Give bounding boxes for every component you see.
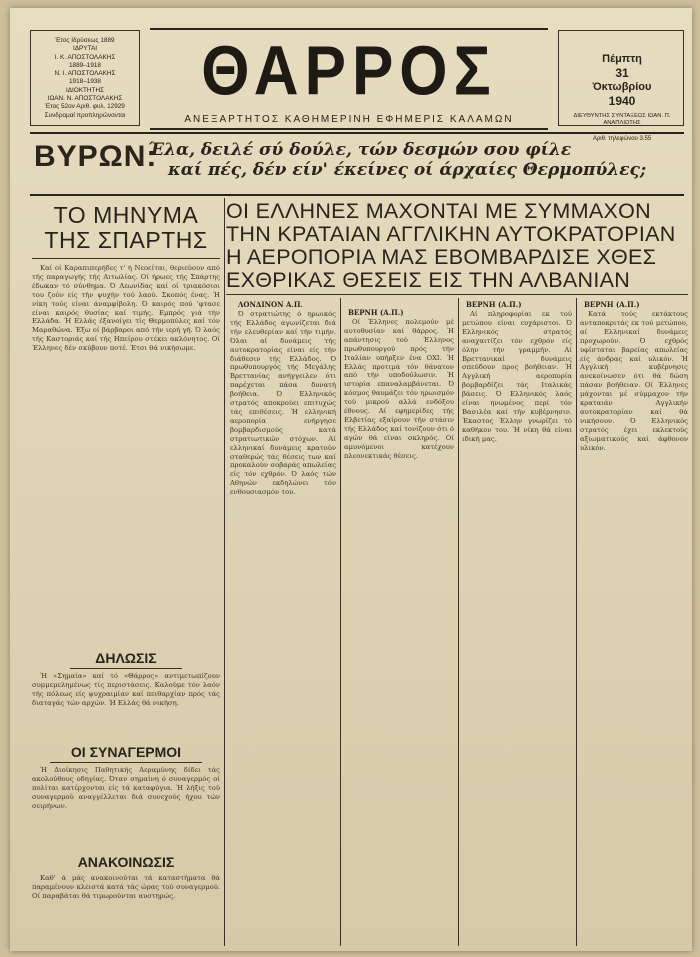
- meetings-title: ΟΙ ΣΥΝΑΓΕΡΜΟΙ: [70, 744, 182, 760]
- sparta-headline: [32, 203, 220, 253]
- founders-line: Έτος 52ον Αριθ. φυλ. 12929: [45, 103, 125, 111]
- newspaper-title: ΘΑΡΡΟΣ: [201, 32, 497, 111]
- date-box: [558, 30, 684, 142]
- column-text: Κατά τούς εκτάκτους ανταποκριτάς εκ τού μετώπου, αί Ελληνικαί δυνάμεις προχωρούν. Ό εχθρός υφίσταται βαρείας απωλείας είς άνδρας καί υλικόν. Ή Αγγλική κυβέρνησις ανεκοίνωσεν ότι θά δώση πάσαν βοήθειαν. Οί Έλληνες μάχονται μέ σύμμαχον τήν κραταιάν Αγγλικήν αυτοκρατορίαν καί θά νικήσουν. Ό Ελληνικός στρατός έχει εκλεκτούς αξιωματικούς καί άφθονον υλικόν.: [580, 310, 688, 452]
- meetings-text: [32, 766, 220, 852]
- column-divider: [224, 198, 225, 946]
- main-column-4: [580, 310, 688, 944]
- headline-line: ΕΧΘΡΙΚΑΣ ΘΕΣΕΙΣ ΕΙΣ ΤΗΝ ΑΛΒΑΝΙΑΝ: [226, 268, 631, 292]
- newspaper-page: [10, 8, 692, 951]
- sparta-article: [32, 264, 220, 648]
- headline-line: ΤΗΣ ΣΠΑΡΤΗΣ: [44, 227, 208, 253]
- date-day: Πέμπτη: [602, 53, 642, 65]
- founders-line: ΙΩΑΝ. Ν. ΑΠΟΣΤΟΛΑΚΗΣ: [47, 95, 123, 103]
- founders-line: ΙΔΙΟΚΤΗΤΗΣ: [65, 86, 105, 94]
- column-text: Αί πληροφορίαι εκ τού μετώπου είναι ευχάριστοι. Ό Ελληνικός στρατός αναχαιτίζει τόν εχθρόν είς όλην τήν γραμμήν. Αί Βρεττανικαί δυνάμεις σπεύδουν προς βοήθειαν. Ή Αγγλική αεροπορία βομβαρδίζει τάς Ιταλικάς βάσεις. Ό Ελληνικός λαός είναι ηνωμένος περί τόν Βασιλέα καί τήν κυβέρνησιν. Έκαστος Έλλην γνωρίζει τό καθήκον του. Ή νίκη θά είναι ιδική μας.: [462, 310, 572, 443]
- column-text: Ό στρατιώτης ό ηρωικός τής Ελλάδος αγωνίζεται διά τήν ελευθερίαν καί τήν τιμήν. Όλαι αί δυνάμεις τής αυτοκρατορίας είναι είς τήν διάθεσιν τής Ελλάδος. Ό πρωθυπουργός τής Μεγάλης Βρεττανίας ανήγγειλεν ότι παρέχεται πάσα δυνατή βοήθεια. Ό Ελληνικός στρατός αποκρούει επιτυχώς τάς επιθέσεις. Ή ελληνική αεροπορία ενήργησε βομβαρδισμούς κατά στρατιωτικών στόχων. Αί ελληνικαί δυνάμεις κρατούν σταθερώς τάς θέσεις των καί προκαλούν σοβαράς απωλείας είς τόν εχθρόν. Ό λαός τών Αθηνών εκδηλώνει τόν ενθουσιασμόν του.: [230, 310, 336, 497]
- date-month: Όκτωβρίου: [592, 81, 652, 93]
- dateline: ΒΕΡΝΗ (Α.Π.): [584, 300, 640, 309]
- article-text: Καί οί Καραπιπερήδες τ' ή Νεοείται, θεριεύουν από τής παραγωγής τής Αιτωλίας. Οί ήρωες τής Σπάρτης έδωκαν τό σύνθημα. Ό Λεωνίδας καί οί τριακόσιοι του ζούν είς τήν ψυχήν τού λαού. Σκοπός ένας. Ή νίκη τούς είναι άναμφίβολη. Ό καιρός πού 'φτασε είναι καιρός θυσίας καί τιμής. Εμπρός γιά τήν Ελλάδα. Ή Ελλάς έξανοίγει τίς Θερμοπύλες καί τόν Μαραθώνα. Έξω οί βάρβαροι από τήν ιερή γή. Ό λαός τής Καστοριάς καί τής Ηπείρου στέκει ακλόνητος. Οί Έλληνες δέν σκύβουν ποτέ. Έτσι θά νικήσωμε.: [32, 264, 220, 353]
- column-divider: [340, 298, 341, 946]
- divider: [226, 294, 688, 295]
- verse-line-1: Έλα, δειλέ σύ δούλε, τών δεσμών σου φίλε: [148, 140, 572, 160]
- masthead: [150, 28, 548, 130]
- phone-line: Αριθ. τηλεφώνου 3.55: [592, 136, 652, 142]
- date-number: 31: [615, 66, 629, 80]
- founders-line: Συνδρομαί προπληρώνονται: [44, 111, 126, 119]
- column-divider: [458, 298, 459, 946]
- founders-line: ΙΔΡΥΤΑΙ: [72, 45, 98, 53]
- announcements-body: Καθ' ά μάς ανακοινούται τά καταστήματα θά παραμένουν κλειστά κατά τάς ώρας τού συναγερμού. Οί παραβάται θά τιμωρούνται αυστηρώς.: [32, 874, 220, 900]
- declaration-text: [32, 672, 220, 740]
- newspaper-subtitle: ΑΝΕΞΑΡΤΗΤΟΣ ΚΑΘΗΜΕΡΙΝΗ ΕΦΗΜΕΡΙΣ ΚΑΛΑΜΩΝ: [184, 114, 514, 125]
- dateline: ΛΟΝΔΙΝΟΝ Α.Π.: [238, 300, 303, 309]
- declaration-body: Ή «Σημαία» καί τό «Θάρρος» αντιμετωπίζουν συμμεμελημένως τίς περιστάσεις. Καλούμε τόν λαόν τής πόλεως είς ψυχραιμίαν καί πειθαρχίαν πρός τάς διαταγάς τών αρχών. Ή Ελλάς θά νικήση.: [32, 672, 220, 707]
- column-text: Οί Έλληνες πολεμούν μέ αυτοθυσίαν καί θάρρος. Ή απάντησις τού Έλληνος πρωθυπουργού πρός τήν Ιταλίαν υπήρξεν ένα ΟΧΙ. Ή Ελλάς προτιμά τόν θάνατον από τήν υποδούλωσιν. Ή ιστορία επαναλαμβάνεται. Ό κόσμος θαυμάζει τόν ηρωισμόν τού μικρού αλλά ενδόξου έθνους. Αί εφημερίδες τής Ελβετίας εξαίρουν τήν στάσιν τής Ελλάδος καί τονίζουν ότι ό αγών θά είναι σκληρός. Οί αμυνόμενοι κατέχουν πλεονεκτικάς θέσεις.: [344, 318, 454, 460]
- main-column-1: [230, 310, 336, 944]
- main-headline: [226, 200, 688, 292]
- divider: [50, 762, 202, 763]
- verse-line-2: καί πές, δέν είν' έκείνες οί άρχαίες Θερμοπύλες;: [168, 160, 647, 180]
- announcements-text: [32, 874, 220, 944]
- founders-info-box: [30, 30, 140, 126]
- dateline: ΒΕΡΝΗ (Α.Π.): [348, 308, 404, 317]
- column-divider: [576, 298, 577, 946]
- byron-label: ΒΥΡΩΝ:: [34, 140, 158, 173]
- headline-line: ΟΙ ΕΛΛΗΝΕΣ ΜΑΧΟΝΤΑΙ ΜΕ ΣΥΜΜΑΧΟΝ: [226, 199, 651, 223]
- founders-line: Ι. Κ. ΑΠΟΣΤΟΛΑΚΗΣ: [54, 53, 116, 61]
- main-column-2: [344, 318, 454, 944]
- meetings-body: Ή Διοίκησις Παθητικής Αεραμύνης δίδει τάς ακολούθους οδηγίας. Όταν σημαίνη ό συναγερμός οί πολίται κατέρχονται είς τά καταφύγια. Ή λήξις τού συναγερμού αναγγέλλεται διά συνεχούς ήχου τών σειρήνων.: [32, 766, 220, 810]
- founders-line: Έτος Ιδρύσεως 1889: [55, 37, 115, 44]
- founders-line: 1918–1938: [69, 78, 101, 86]
- top-rule: [30, 132, 684, 134]
- main-column-3: [462, 310, 572, 944]
- divider: [70, 668, 182, 669]
- byron-bottom-rule: [30, 194, 684, 196]
- declaration-title: ΔΗΛΩΣΙΣ: [95, 650, 157, 666]
- headline-line: ΤΟ ΜΗΝΥΜΑ: [53, 202, 199, 228]
- founders-line: 1889–1918: [69, 61, 101, 69]
- headline-line: ΤΗΝ ΚΡΑΤΑΙΑΝ ΑΓΓΛΙΚΗΝ ΑΥΤΟΚΡΑΤΟΡΙΑΝ: [226, 222, 676, 246]
- dateline: ΒΕΡΝΗ (Α.Π.): [466, 300, 522, 309]
- headline-line: Η ΑΕΡΟΠΟΡΙΑ ΜΑΣ ΕΒΟΜΒΑΡΔΙΣΕ ΧΘΕΣ: [226, 245, 657, 269]
- date-year: 1940: [608, 94, 636, 108]
- byron-verse: [148, 140, 688, 180]
- founders-line: Ν. Ι. ΑΠΟΣΤΟΛΑΚΗΣ: [54, 70, 116, 78]
- divider: [32, 258, 220, 259]
- announcements-title: ΑΝΑΚΟΙΝΩΣΙΣ: [77, 854, 175, 870]
- editor-line: ΔΙΕΥΘΥΝΤΗΣ ΣΥΝΤΑΞΕΩΣ ΙΩΑΝ. Π. ΑΝΑΠΛΙΩΤΗΣ: [573, 113, 671, 126]
